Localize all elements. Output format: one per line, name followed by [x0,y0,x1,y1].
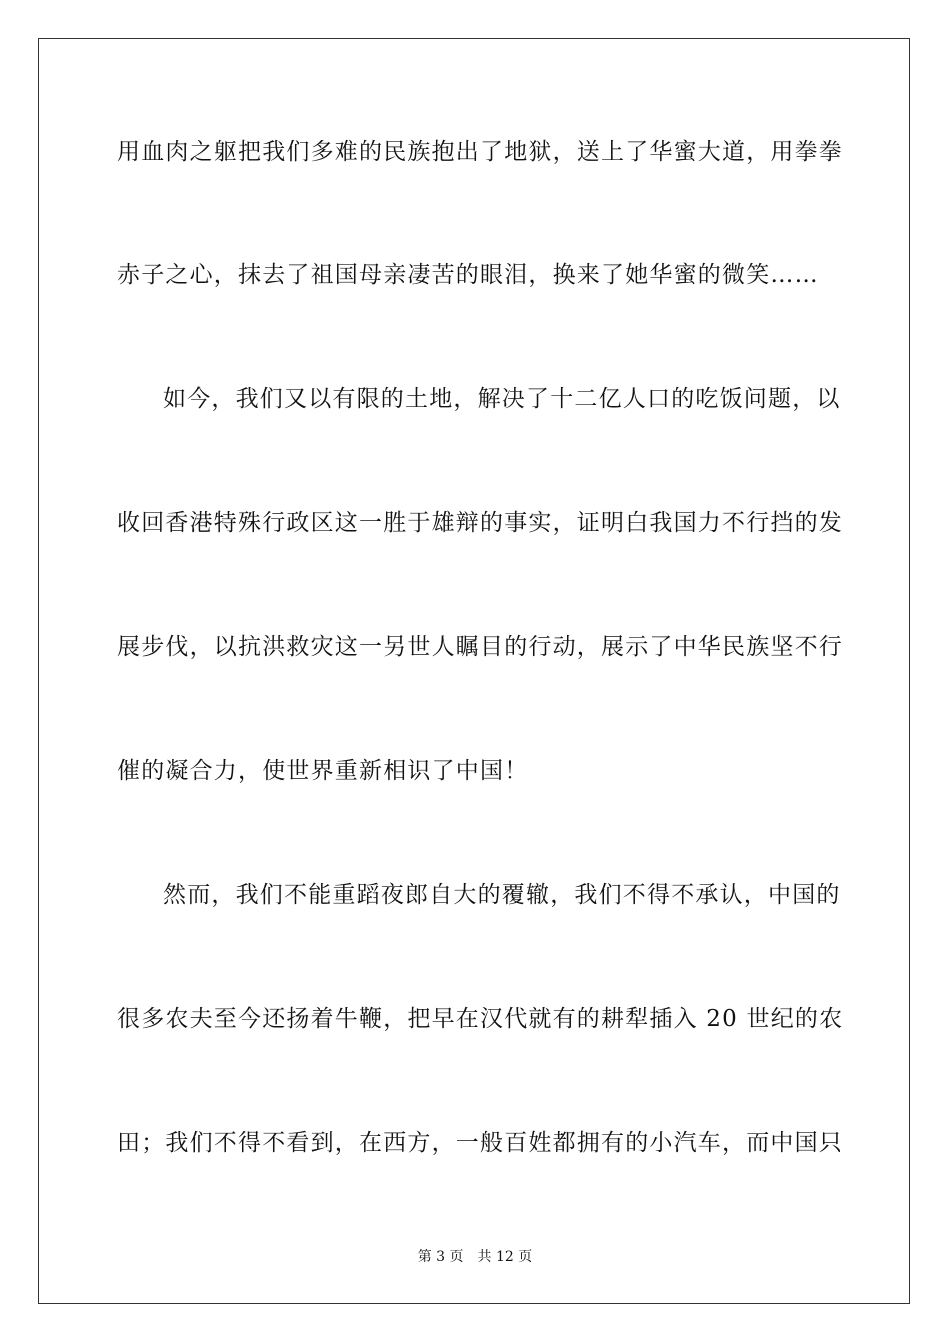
text-line: 很多农夫至今还扬着牛鞭，把早在汉代就有的耕犁插入 20 世纪的农 [117,1006,844,1032]
text-line: 赤子之心，抹去了祖国母亲凄苦的眼泪，换来了她华蜜的微笑…… [117,262,819,288]
paragraph-start-line: 然而，我们不能重蹈夜郎自大的覆辙，我们不得不承认，中国的 [163,882,841,908]
text-line: 催的凝合力，使世界重新相识了中国！ [117,758,529,784]
text-line: 田；我们不得不看到，在西方，一般百姓都拥有的小汽车，而中国只 [117,1130,843,1156]
page-number: 第 3 页 [417,1249,464,1265]
page-footer [0,1248,950,1266]
paragraph-start-line: 如今，我们又以有限的土地，解决了十二亿人口的吃饭问题，以 [163,386,841,412]
text-line: 用血肉之躯把我们多难的民族抱出了地狱，送上了华蜜大道，用拳拳 [117,139,843,165]
page-total: 共 12 页 [477,1249,533,1265]
page-border [38,38,910,1304]
text-line: 展步伐，以抗洪救灾这一另世人瞩目的行动，展示了中华民族坚不行 [117,634,843,660]
text-line: 收回香港特殊行政区这一胜于雄辩的事实，证明白我国力不行挡的发 [117,510,843,536]
